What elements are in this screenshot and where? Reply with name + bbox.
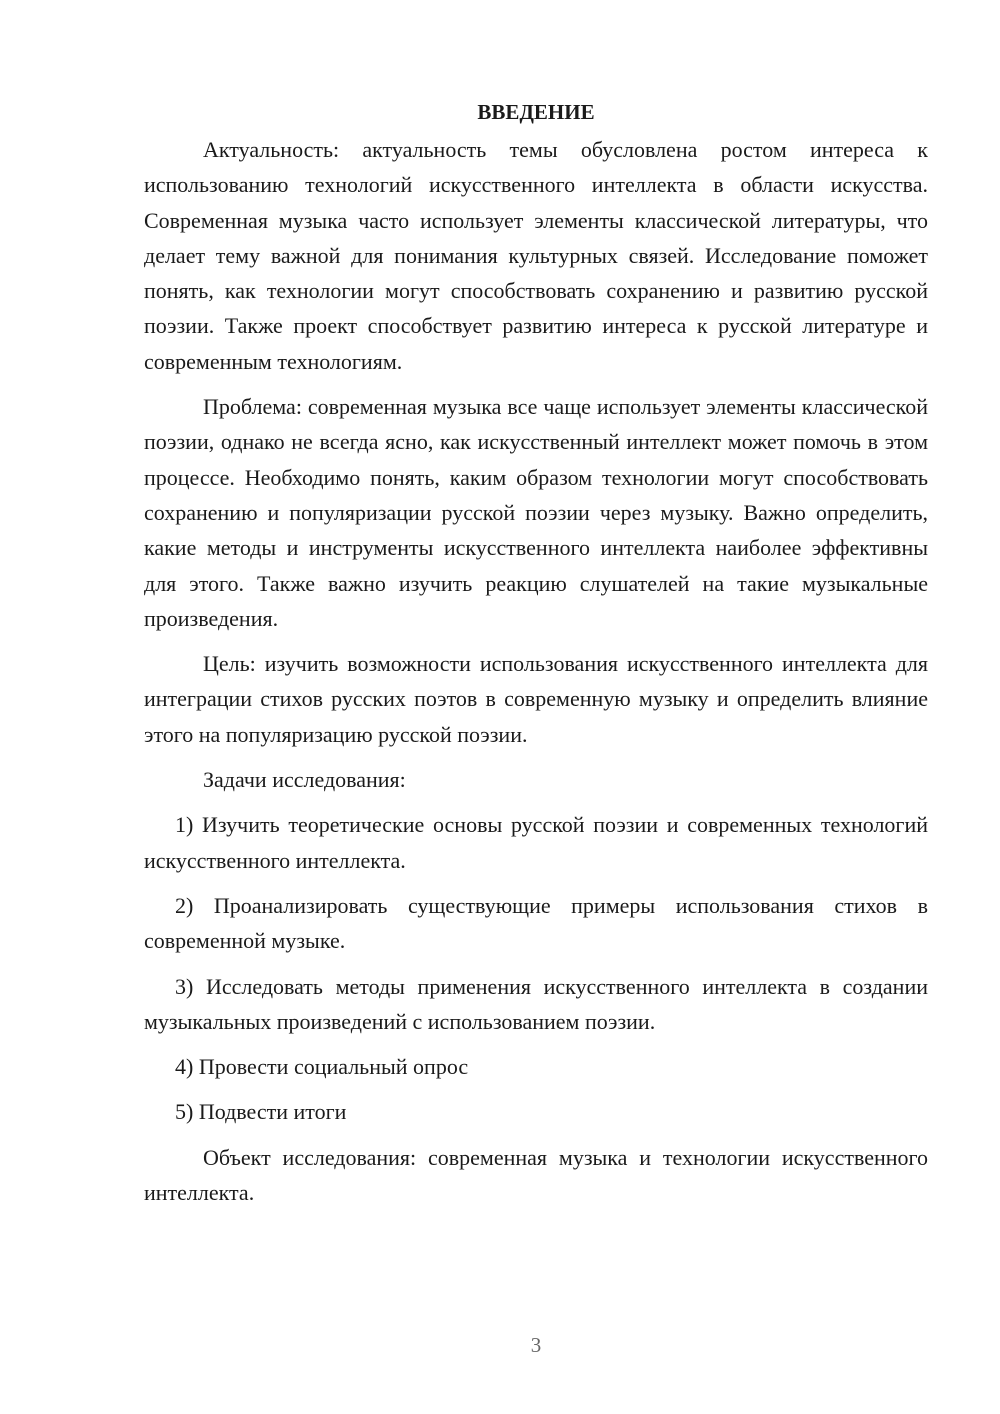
task-item-4: 4) Провести социальный опрос <box>175 1054 469 1080</box>
goal-paragraph: Цель: изучить возможности использования искусственного интеллекта для интеграции стихов русских поэтов в современную музыку и определить влияние этого на популяризацию русской поэзии. <box>144 651 928 747</box>
section-heading: ВВЕДЕНИЕ <box>477 100 595 124</box>
relevance-paragraph: Актуальность: актуальность темы обусловлена ростом интереса к использованию технологий искусственного интеллекта в области искусства. Современная музыка часто использует элементы классической литературы, что делает тему важной для понимания культурных связей. Исследование поможет понять, как технологии могут способствовать сохранению и развитию русской поэзии. Также проект способствует развитию интереса к русской литературе и современным технологиям. <box>144 137 928 374</box>
task-item-5: 5) Подвести итоги <box>175 1099 347 1125</box>
object-paragraph: Объект исследования: современная музыка и технологии искусственного интеллекта. <box>144 1144 928 1206</box>
task-item-1: 1) Изучить теоретические основы русской поэзии и современных технологий искусственного интеллекта. <box>144 812 928 873</box>
problem-paragraph: Проблема: современная музыка все чаще использует элементы классической поэзии, однако не всегда ясно, как искусственный интеллект может помочь в этом процессе. Необходимо понять, каким образом технологии могут способствовать сохранению и популяризации русской поэзии через музыку. Важно определить, какие методы и инструменты искусственного интеллекта наиболее эффективны для этого. Также важно изучить реакцию слушателей на такие музыкальные произведения. <box>144 394 928 631</box>
task-item-2: 2) Проанализировать существующие примеры использования стихов в современной музыке. <box>144 892 928 954</box>
document-page <box>144 96 928 1220</box>
page-number: 3 <box>530 1333 542 1357</box>
tasks-title: Задачи исследования: <box>203 767 406 793</box>
task-item-3: 3) Исследовать методы применения искусственного интеллекта в создании музыкальных произведений с использованием поэзии. <box>144 973 928 1034</box>
